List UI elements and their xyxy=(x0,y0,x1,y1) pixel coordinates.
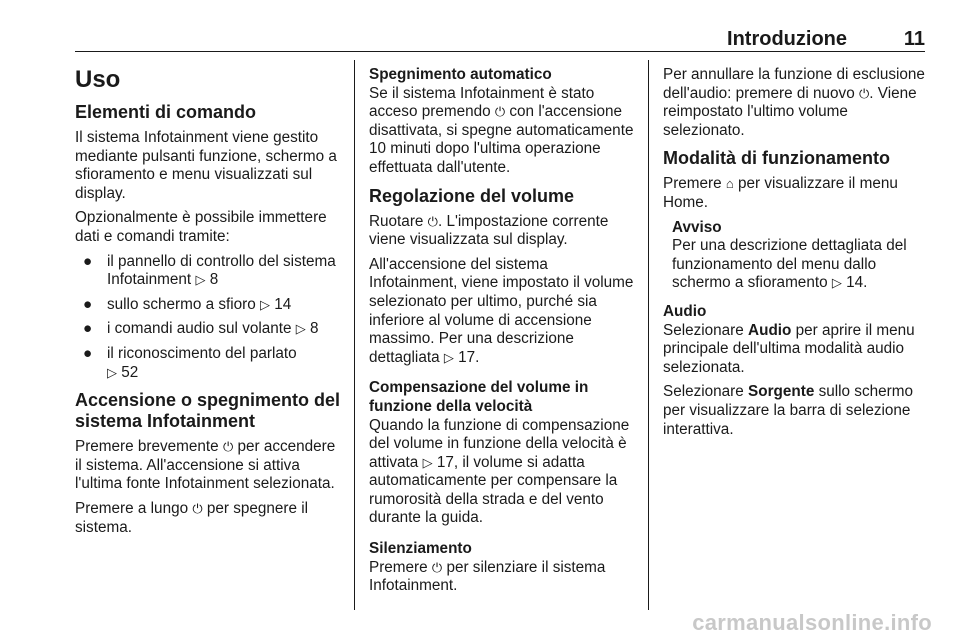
column-3 xyxy=(663,60,931,445)
paragraph: Premere ⏻ per silenziare il sistema Infotainment. xyxy=(369,558,606,595)
heading-speed-compensation: Compensazione del volume in funzione della velocità xyxy=(369,379,589,415)
paragraph: Selezionare Audio per aprire il menu principale dell'ultima modalità audio selezionata. xyxy=(663,321,915,376)
page-arrow-icon: ▷ xyxy=(443,349,454,365)
subsection-title-volume: Regolazione del volume xyxy=(369,185,575,206)
list-item: ● i comandi audio sul volante ▷ 8 xyxy=(83,320,319,338)
column-divider-1 xyxy=(354,60,355,610)
page-arrow-icon: ▷ xyxy=(260,296,271,312)
heading-audio: Audio xyxy=(663,302,707,320)
paragraph: Quando la funzione di compensazione del volume in funzione della velocità è attivata ▷ 17, il volume si adatta automaticamente per compensare la rumorosità della strada e del vento durante la guida. xyxy=(369,416,630,527)
bullet-icon: ● xyxy=(83,295,93,313)
page-arrow-icon: ▷ xyxy=(295,321,306,337)
note-box xyxy=(663,219,931,293)
watermark: carmanualsonline.info xyxy=(692,610,932,635)
power-icon: ⏻ xyxy=(858,85,870,101)
page-reference-link[interactable]: 17, xyxy=(436,453,459,471)
note-title: Avviso xyxy=(672,218,722,236)
page-reference-link[interactable]: 14. xyxy=(846,274,868,292)
paragraph: Premere ⌂ per visualizzare il menu Home. xyxy=(663,175,898,211)
page-arrow-icon: ▷ xyxy=(195,272,206,288)
power-icon: ⏻ xyxy=(222,439,234,455)
list-item: ● il riconoscimento del parlato ▷ 52 xyxy=(83,344,297,381)
ui-term-source: Sorgente xyxy=(748,383,815,401)
page-reference-link[interactable]: 52 xyxy=(121,363,139,381)
bullet-list xyxy=(75,253,343,383)
bullet-icon: ● xyxy=(83,252,93,270)
page-header xyxy=(75,22,925,52)
power-icon: ⏻ xyxy=(192,500,203,516)
list-item: ● sullo schermo a sfioro ▷ 14 xyxy=(83,295,292,313)
page-reference-link[interactable]: 17. xyxy=(458,348,480,366)
subsection-title-power: Accensione o spegnimento del sistema Infotainment xyxy=(75,390,341,432)
page-arrow-icon: ▷ xyxy=(831,275,842,291)
paragraph: Selezionare Sorgente sullo schermo per visualizzare la barra di selezione interattiva. xyxy=(663,383,913,438)
column-2 xyxy=(369,60,637,602)
heading-auto-off: Spegnimento automatico xyxy=(369,66,552,83)
page-reference-link[interactable]: 8 xyxy=(310,320,319,338)
page-reference-link[interactable]: 8 xyxy=(209,271,219,289)
paragraph: Opzionalmente è possibile immettere dati e comandi tramite: xyxy=(75,209,327,245)
power-icon: ⏻ xyxy=(431,559,443,575)
paragraph: Il sistema Infotainment viene gestito mediante pulsanti funzione, schermo a sfioramento e menu visualizzati sul display. xyxy=(75,129,337,202)
paragraph: Premere a lungo ⏻ per spegnere il sistema. xyxy=(75,499,309,536)
note-text: Per una descrizione dettagliata del funzionamento del menu dallo schermo a sfioramento ▷ 14. xyxy=(672,237,907,292)
section-title: Uso xyxy=(75,66,121,93)
paragraph: Se il sistema Infotainment è stato acceso premendo ⏻ con l'accensione disattivata, si spegne automaticamente 10 minuti dopo l'ultima operazione effettuata dall'utente. xyxy=(369,84,634,176)
paragraph: Premere brevemente ⏻ per accendere il sistema. All'accensione si attiva l'ultima fonte Infotainment selezionata. xyxy=(75,438,336,493)
column-divider-2 xyxy=(648,60,649,610)
bullet-icon: ● xyxy=(83,320,93,338)
bullet-icon: ● xyxy=(83,344,93,362)
home-icon: ⌂ xyxy=(725,176,734,192)
chapter-title: Introduzione xyxy=(727,28,847,50)
subsection-title-controls: Elementi di comando xyxy=(75,102,257,122)
page-arrow-icon: ▷ xyxy=(422,454,433,470)
page-reference-link[interactable]: 14 xyxy=(274,295,292,313)
power-icon: ⏻ xyxy=(427,213,438,229)
ui-term-audio: Audio xyxy=(748,321,792,339)
subsection-title-modes: Modalità di funzionamento xyxy=(663,148,890,169)
column-1 xyxy=(75,60,343,543)
paragraph: Per annullare la funzione di esclusione dell'audio: premere di nuovo ⏻. Viene reimpostato l'ultimo volume selezionato. xyxy=(663,66,925,139)
heading-mute: Silenziamento xyxy=(369,540,472,558)
header-divider xyxy=(75,51,925,52)
paragraph: All'accensione del sistema Infotainment, viene impostato il volume selezionato per ultimo, purché sia inferiore al volume di accensione massimo. Per una descrizione dettagliata ▷ 17. xyxy=(369,255,634,366)
page-number: 11 xyxy=(903,28,925,50)
page-arrow-icon: ▷ xyxy=(107,364,117,380)
power-icon: ⏻ xyxy=(494,104,506,120)
list-item: ● il pannello di controllo del sistema Infotainment ▷ 8 xyxy=(83,252,336,289)
paragraph: Ruotare ⏻. L'impostazione corrente viene visualizzata sul display. xyxy=(369,212,609,249)
